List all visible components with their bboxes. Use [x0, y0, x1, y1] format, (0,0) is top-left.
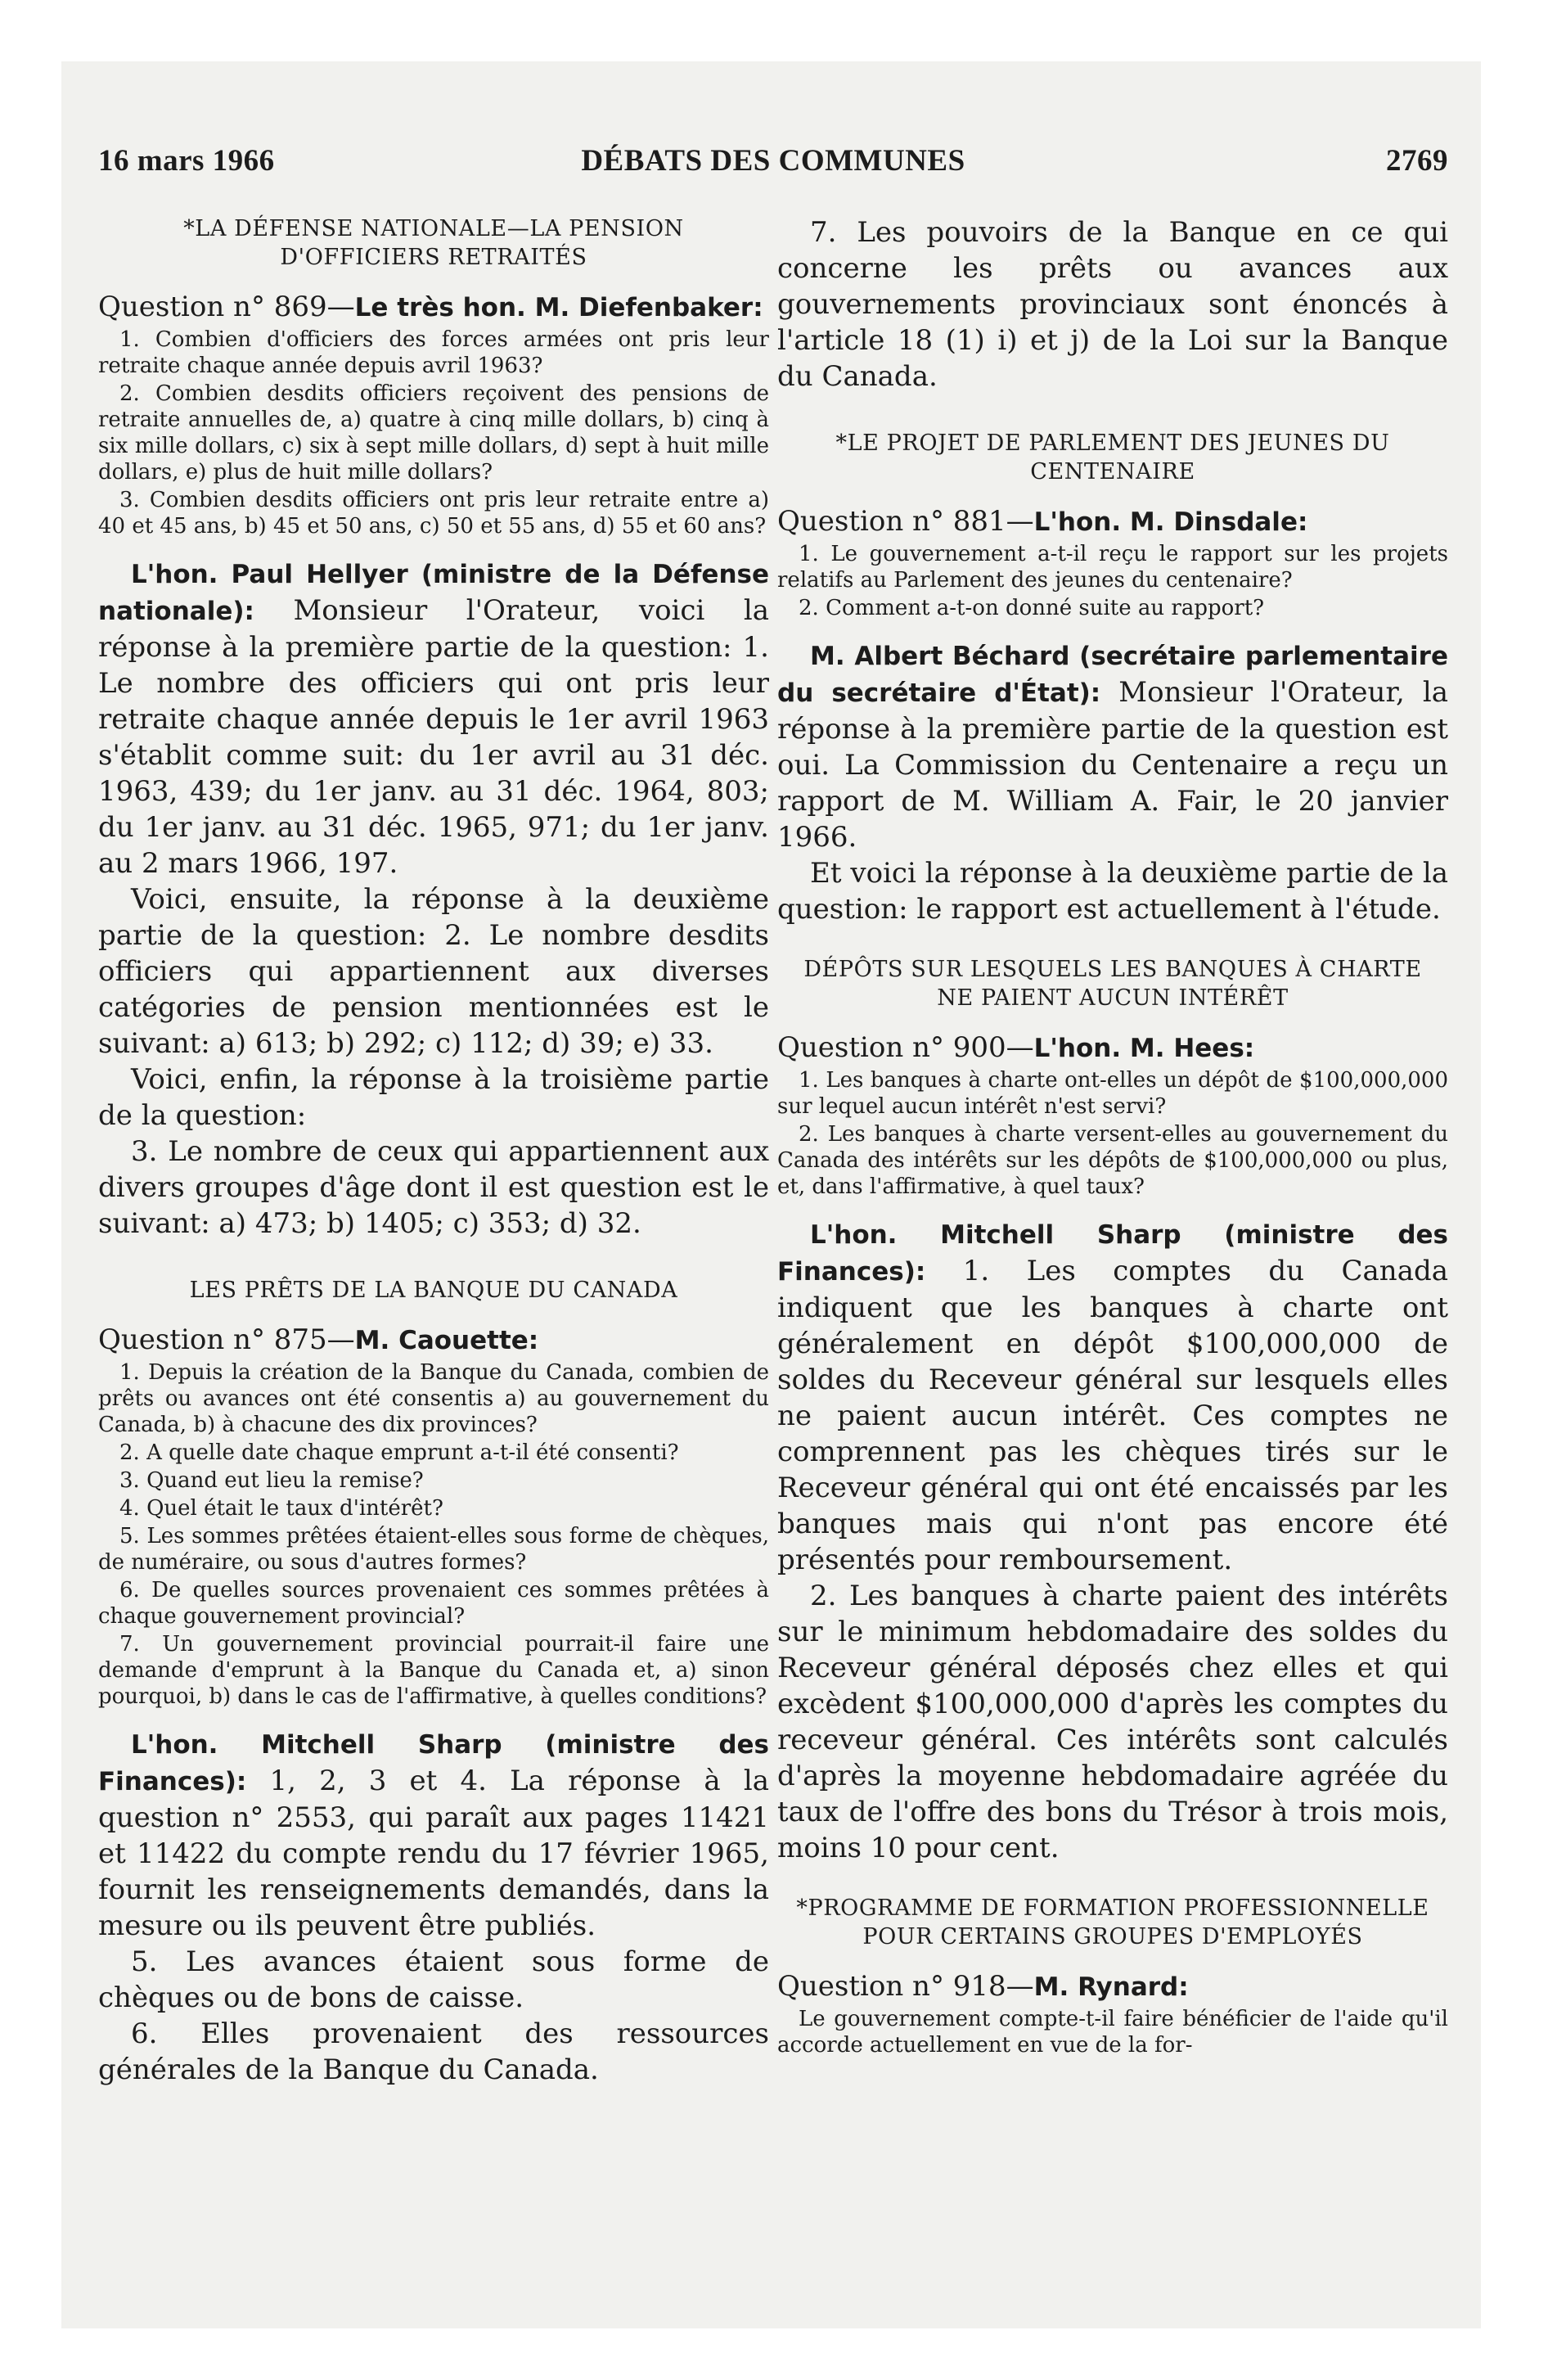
question-member: Le très hon. M. Diefenbaker: — [354, 293, 763, 322]
left-column — [98, 214, 769, 2088]
question-line — [98, 290, 769, 325]
speaker-name: M. Albert Béchard (secrétaire parlementaire du secrétaire d'État): — [777, 642, 1448, 708]
question-member: M. Rynard: — [1033, 1972, 1189, 2002]
question-item: Le gouvernement compte-t-il faire bénéficier de l'aide qu'il accorde actuellement en vue de la for- — [777, 2007, 1448, 2058]
question-number: Question n° 900— — [777, 1031, 1034, 1064]
question-item: 1. Le gouvernement a-t-il reçu le rapport sur les projets relatifs au Parlement des jeunes du centenaire? — [777, 542, 1448, 593]
question-item: 1. Les banques à charte ont-elles un dépôt de $100,000,000 sur lequel aucun intérêt n'est servi? — [777, 1068, 1448, 1119]
question-member: M. Caouette: — [354, 1326, 539, 1355]
page-header — [98, 143, 1448, 184]
question-item: 3. Combien desdits officiers ont pris leur retraite entre a) 40 et 45 ans, b) 45 et 50 ans, c) 50 et 55 ans, d) 55 et 60 ans? — [98, 488, 769, 539]
answer-paragraph — [777, 638, 1448, 855]
question-item: 2. Les banques à charte versent-elles au gouvernement du Canada des intérêts sur les dépôts de $100,000,000 ou plus, et, dans l'affirmative, à quel taux? — [777, 1122, 1448, 1199]
header-title: DÉBATS DES COMMUNES — [581, 144, 965, 178]
section-heading: *LE PROJET DE PARLEMENT DES JEUNES DU CENTENAIRE — [835, 430, 1390, 485]
question-item: 4. Quel était le taux d'intérêt? — [119, 1496, 443, 1521]
continued-paragraph: 7. Les pouvoirs de la Banque en ce qui concerne les prêts ou avances aux gouvernements provinciaux sont énoncés à l'article 18 (1) i) et j) de la Loi sur la Banque du Canada. — [777, 216, 1448, 393]
answer-paragraph: Et voici la réponse à la deuxième partie de la question: le rapport est actuellement à l'étude. — [777, 857, 1448, 926]
header-date: 16 mars 1966 — [98, 144, 275, 178]
question-line — [777, 504, 1448, 539]
header-page-number: 2769 — [1386, 144, 1448, 178]
answer-paragraph: 5. Les avances étaient sous forme de chèques ou de bons de caisse. — [98, 1945, 769, 2014]
question-number: Question n° 918— — [777, 1970, 1034, 2003]
speaker-name: L'hon. Mitchell Sharp (ministre des Finances): — [777, 1220, 1448, 1287]
question-item: 1. Combien d'officiers des forces armées ont pris leur retraite chaque année depuis avril 1963? — [98, 327, 769, 378]
section-heading: *PROGRAMME DE FORMATION PROFESSIONNELLE POUR CERTAINS GROUPES D'EMPLOYÉS — [796, 1895, 1429, 1950]
answer-paragraph: 2. Les banques à charte paient des intérêts sur le minimum hebdomadaire des soldes du Receveur général déposés chez elles et qui excèdent $100,000,000 d'après les comptes du receveur général. Ces intérêts sont calculés d'après la moyenne hebdomadaire agréée du taux de l'offre des bons du Trésor à trois mois, moins 10 pour cent. — [777, 1580, 1448, 1864]
question-item: 3. Quand eut lieu la remise? — [119, 1468, 424, 1493]
speaker-name: L'hon. Mitchell Sharp (ministre des Finances): — [98, 1730, 769, 1796]
answer-paragraph: 6. Elles provenaient des ressources générales de la Banque du Canada. — [98, 2017, 769, 2086]
answer-text: 1, 2, 3 et 4. La réponse à la question n° 2553, qui paraît aux pages 11421 et 11422 du compte rendu du 17 février 1965, fournit les renseignements demandés, dans la mesure ou ils peuvent être publiés. — [98, 1765, 769, 1942]
question-number: Question n° 881— — [777, 505, 1034, 538]
question-line — [777, 1969, 1448, 2004]
answer-text: Monsieur l'Orateur, la réponse à la première partie de la question est oui. La Commission du Centenaire a reçu un rapport de M. William A. Fair, le 20 janvier 1966. — [777, 676, 1448, 854]
right-column — [777, 214, 1448, 2058]
answer-paragraph: Voici, ensuite, la réponse à la deuxième partie de la question: 2. Le nombre desdits officiers qui appartiennent aux diverses catégories de pension mentionnées est le suivant: a) 613; b) 292; c) 112; d) 39; e) 33. — [98, 883, 769, 1060]
question-item: 2. A quelle date chaque emprunt a-t-il été consenti? — [119, 1440, 679, 1465]
question-item: 2. Combien desdits officiers reçoivent des pensions de retraite annuelles de, a) quatre à cinq mille dollars, b) cinq à six mille dollars, c) six à sept mille dollars, d) sept à huit mille dollars, e) plus de huit mille dollars? — [98, 381, 769, 485]
answer-paragraph: Voici, enfin, la réponse à la troisième partie de la question: — [98, 1063, 769, 1132]
answer-text: 1. Les comptes du Canada indiquent que les banques à charte ont généralement en dépôt $100,000,000 de soldes du Receveur général sur lesquels elles ne paient aucun intérêt. Ces comptes ne comprennent pas les chèques tirés sur le Receveur général qui ont été encaissés par les banques mais qui n'ont pas encore été présentés pour remboursement. — [777, 1255, 1449, 1576]
section-heading: DÉPÔTS SUR LESQUELS LES BANQUES À CHARTE NE PAIENT AUCUN INTÉRÊT — [803, 957, 1422, 1011]
section-heading: LES PRÊTS DE LA BANQUE DU CANADA — [189, 1278, 678, 1303]
question-item: 2. Comment a-t-on donné suite au rapport? — [799, 596, 1265, 620]
question-item: 6. De quelles sources provenaient ces sommes prêtées à chaque gouvernement provincial? — [98, 1578, 769, 1629]
question-item: 7. Un gouvernement provincial pourrait-il faire une demande d'emprunt à la Banque du Canada et, a) sinon pourquoi, b) dans le cas de l'affirmative, à quelles conditions? — [98, 1632, 769, 1709]
speaker-name: L'hon. Paul Hellyer (ministre de la Défense nationale): — [98, 560, 769, 626]
question-item: 5. Les sommes prêtées étaient-elles sous forme de chèques, de numéraire, ou sous d'autres formes? — [98, 1524, 769, 1575]
question-number: Question n° 869— — [98, 291, 355, 323]
answer-text: Monsieur l'Orateur, voici la réponse à la première partie de la question: 1. Le nombre des officiers qui ont pris leur retraite chaque année depuis le 1er avril 1963 s'établit comme suit: du 1er avril au 31 déc. 1963, 439; du 1er janv. au 31 déc. 1964, 803; du 1er janv. au 31 déc. 1965, 971; du 1er janv. au 2 mars 1966, 197. — [98, 594, 769, 880]
section-heading: *LA DÉFENSE NATIONALE—LA PENSION D'OFFICIERS RETRAITÉS — [183, 216, 684, 270]
question-number: Question n° 875— — [98, 1323, 355, 1356]
answer-paragraph — [777, 1216, 1448, 1578]
question-item: 1. Depuis la création de la Banque du Canada, combien de prêts ou avances ont été consentis a) au gouvernement du Canada, b) à chacune des dix provinces? — [98, 1360, 769, 1437]
question-member: L'hon. M. Dinsdale: — [1033, 507, 1308, 537]
question-line — [98, 1323, 769, 1358]
question-member: L'hon. M. Hees: — [1033, 1034, 1255, 1063]
answer-paragraph — [98, 1726, 769, 1944]
answer-paragraph — [98, 556, 769, 881]
answer-paragraph: 3. Le nombre de ceux qui appartiennent aux divers groupes d'âge dont il est question est le suivant: a) 473; b) 1405; c) 353; d) 32. — [98, 1135, 769, 1240]
question-line — [777, 1030, 1448, 1066]
